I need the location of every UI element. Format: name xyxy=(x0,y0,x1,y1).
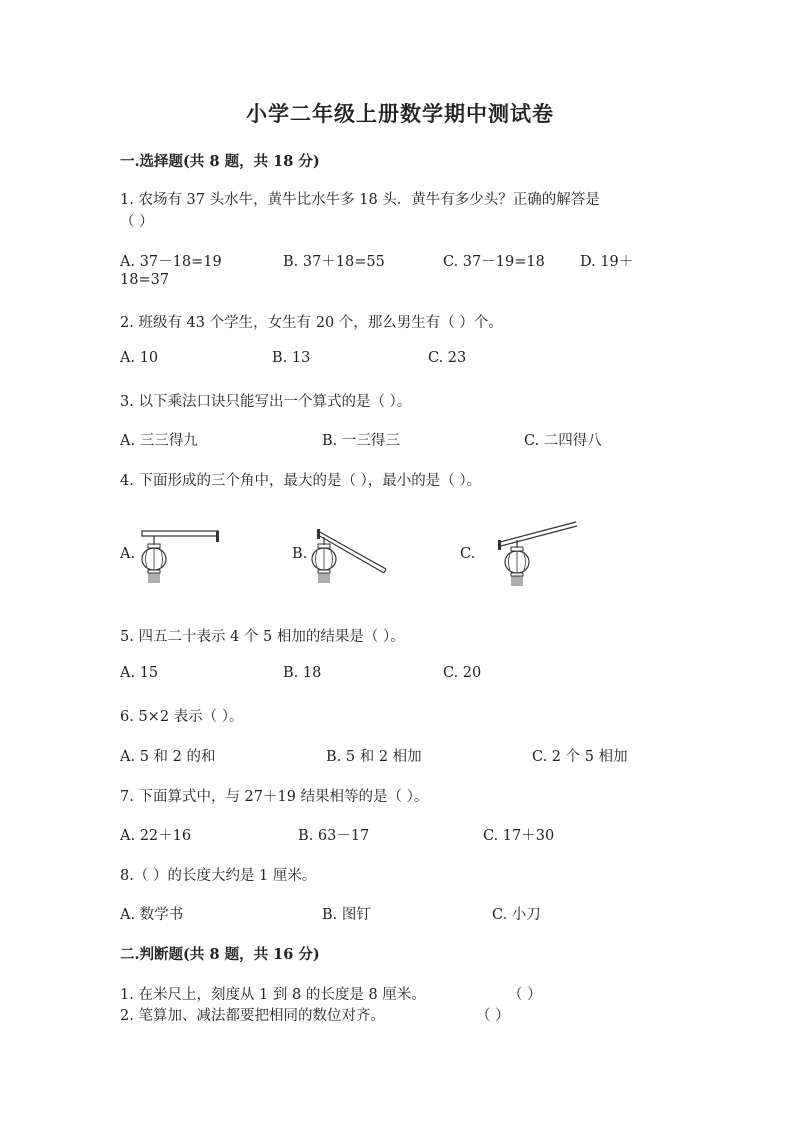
q3-option-c: C. 二四得八 xyxy=(524,433,602,449)
q4-option-a: A. xyxy=(120,546,136,562)
q8-option-a: A. 数学书 xyxy=(120,907,184,923)
lantern-angle-b-image xyxy=(302,525,392,587)
q1-option-d-cont: 18=37 xyxy=(120,272,170,288)
question-4: 4. 下面形成的三个角中，最大的是（ ），最小的是（ ）。 xyxy=(120,473,482,489)
question-6: 6. 5×2 表示（ ）。 xyxy=(120,709,244,725)
section-heading-judgement: 二.判断题(共 8 题，共 16 分) xyxy=(120,946,320,963)
q5-option-c: C. 20 xyxy=(443,665,482,681)
q7-option-b: B. 63－17 xyxy=(298,828,370,844)
question-1: 1. 农场有 37 头水牛，黄牛比水牛多 18 头．黄牛有多少头？正确的解答是 xyxy=(120,192,600,208)
q7-option-c: C. 17＋30 xyxy=(483,828,555,844)
q6-option-b: B. 5 和 2 相加 xyxy=(326,749,422,765)
q3-option-b: B. 一三得三 xyxy=(322,433,400,449)
question-3: 3. 以下乘法口诀只能写出一个算式的是（ ）。 xyxy=(120,394,412,410)
q2-option-c: C. 23 xyxy=(428,350,467,366)
q3-option-a: A. 三三得九 xyxy=(120,433,198,449)
q2-option-b: B. 13 xyxy=(272,350,311,366)
q1-option-b: B. 37＋18=55 xyxy=(283,254,385,270)
question-2: 2. 班级有 43 个学生，女生有 20 个，那么男生有（ ）个。 xyxy=(120,315,503,331)
lantern-angle-c-image xyxy=(490,518,582,588)
question-8: 8.（ ）的长度大约是 1 厘米。 xyxy=(120,868,317,884)
judgement-2-blank: （ ） xyxy=(476,1008,510,1024)
q4-option-c: C. xyxy=(460,546,476,562)
q7-option-a: A. 22＋16 xyxy=(120,828,192,844)
q1-option-c: C. 37－19=18 xyxy=(443,254,545,270)
q8-option-b: B. 图钉 xyxy=(322,907,371,923)
q4-option-b: B. xyxy=(292,546,308,562)
section-heading-choice: 一.选择题(共 8 题，共 18 分) xyxy=(120,153,320,170)
question-5: 5. 四五二十表示 4 个 5 相加的结果是（ ）。 xyxy=(120,629,405,645)
lantern-angle-a-image xyxy=(134,525,224,587)
judgement-1-blank: （ ） xyxy=(508,987,542,1003)
q8-option-c: C. 小刀 xyxy=(492,907,541,923)
q6-option-a: A. 5 和 2 的和 xyxy=(120,749,216,765)
q5-option-b: B. 18 xyxy=(283,665,322,681)
q6-option-c: C. 2 个 5 相加 xyxy=(532,749,628,765)
question-7: 7. 下面算式中，与 27＋19 结果相等的是（ ）。 xyxy=(120,789,429,805)
q2-option-a: A. 10 xyxy=(120,350,159,366)
q1-option-a: A. 37－18=19 xyxy=(120,254,222,270)
question-1-blank: （ ） xyxy=(120,214,154,230)
judgement-2: 2. 笔算加、减法都要把相同的数位对齐。 xyxy=(120,1008,385,1024)
judgement-1: 1. 在米尺上，刻度从 1 到 8 的长度是 8 厘米。 xyxy=(120,987,426,1003)
q1-option-d: D. 19＋ xyxy=(580,254,634,270)
page-title: 小学二年级上册数学期中测试卷 xyxy=(246,101,554,126)
q5-option-a: A. 15 xyxy=(120,665,159,681)
